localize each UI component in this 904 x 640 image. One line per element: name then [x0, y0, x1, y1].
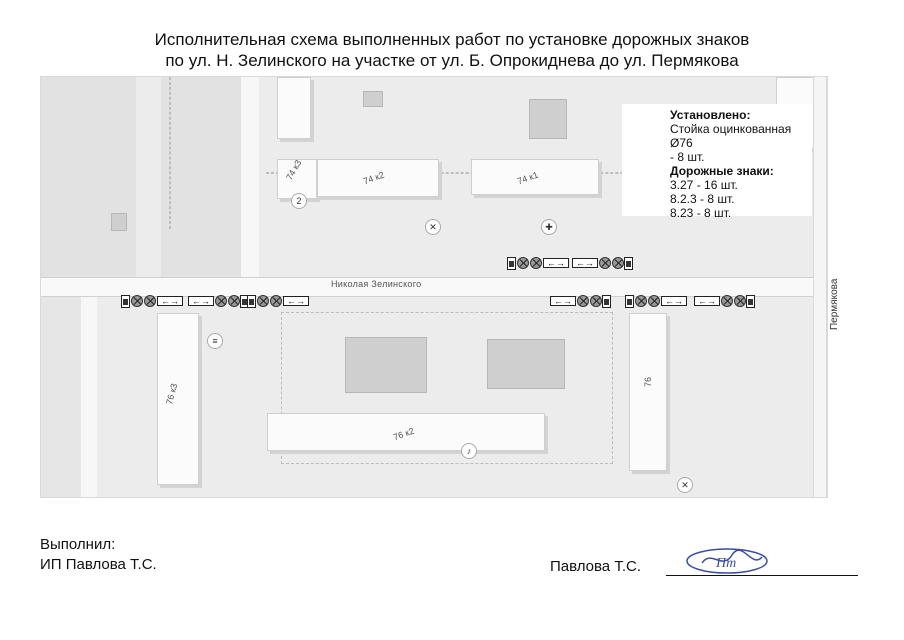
poi-icon: ≡	[207, 333, 223, 349]
road-sign-group	[693, 294, 755, 308]
map-block	[41, 77, 136, 277]
map-block	[41, 295, 81, 497]
sign-3-27-icon	[648, 295, 660, 307]
poi-icon: ✕	[425, 219, 441, 235]
sign-3-27-icon	[131, 295, 143, 307]
sign-8-2-3-icon: ←→	[543, 258, 569, 268]
sign-8-2-3-icon: ←→	[188, 296, 214, 306]
building	[111, 213, 127, 231]
page-title-line2: по ул. Н. Зелинского на участке от ул. Б. Опрокиднева до ул. Пермякова	[165, 51, 739, 70]
sign-8-23-icon	[602, 295, 611, 308]
sign-3-27-icon	[530, 257, 542, 269]
sign-8-23-icon	[625, 295, 634, 308]
building	[487, 339, 565, 389]
signature-icon	[682, 541, 772, 577]
poi-icon: 2	[291, 193, 307, 209]
sign-8-2-3-icon: ←→	[550, 296, 576, 306]
performer-name: ИП Павлова Т.С.	[40, 556, 157, 573]
road-sign-group	[625, 294, 687, 308]
building-label: 74 к3	[284, 158, 304, 182]
sign-8-23-icon	[624, 257, 633, 270]
performed-label: Выполнил:	[40, 536, 116, 553]
sign-8-2-3-icon: ←→	[694, 296, 720, 306]
sign-3-27-icon	[635, 295, 647, 307]
poi-icon: ♪	[461, 443, 477, 459]
building	[529, 99, 567, 139]
sign-3-27-icon	[577, 295, 589, 307]
signatory-name: Павлова Т.С.	[550, 558, 641, 575]
street-label-zelinskogo: Николая Зелинского	[331, 279, 422, 289]
legend-installed-heading: Установлено:	[670, 108, 751, 122]
street-label-permyakova: Пермякова	[829, 278, 840, 330]
map-road	[241, 77, 259, 277]
legend-item: 8.2.3 - 8 шт.	[670, 192, 735, 206]
legend-signs-heading: Дорожные знаки:	[670, 164, 774, 178]
poi-icon: ✚	[541, 219, 557, 235]
sign-3-27-icon	[257, 295, 269, 307]
building	[363, 91, 383, 107]
building-label: 74 к2	[361, 169, 386, 187]
map-road	[81, 295, 97, 497]
sign-8-23-icon	[121, 295, 130, 308]
signature-initials: Пт	[716, 556, 737, 571]
road-sign-group	[507, 256, 569, 270]
building-76k3	[157, 313, 199, 485]
road-sign-group	[247, 294, 309, 308]
legend-post-line2: - 8 шт.	[670, 150, 705, 164]
road-sign-group	[187, 294, 249, 308]
page-title-line1: Исполнительная схема выполненных работ по установке дорожных знаков	[154, 30, 750, 49]
sign-8-23-icon	[507, 257, 516, 270]
sign-8-2-3-icon: ←→	[157, 296, 183, 306]
sign-3-27-icon	[215, 295, 227, 307]
sign-3-27-icon	[612, 257, 624, 269]
legend-item: 8.23 - 8 шт.	[670, 206, 732, 220]
sign-8-2-3-icon: ←→	[283, 296, 309, 306]
sign-8-2-3-icon: ←→	[572, 258, 598, 268]
road-sign-group	[121, 294, 183, 308]
sign-3-27-icon	[144, 295, 156, 307]
sign-8-23-icon	[247, 295, 256, 308]
map-block	[161, 77, 241, 277]
building-label: 76 к3	[164, 382, 180, 406]
building-label: 74 к1	[515, 169, 540, 187]
building	[277, 77, 311, 139]
sign-3-27-icon	[228, 295, 240, 307]
map-path	[169, 77, 171, 229]
sign-3-27-icon	[599, 257, 611, 269]
legend-post-line1: Стойка оцинкованная Ø76	[670, 122, 792, 150]
legend	[622, 104, 812, 220]
sign-3-27-icon	[517, 257, 529, 269]
building-label: 76 к2	[391, 425, 416, 443]
sign-8-2-3-icon: ←→	[661, 296, 687, 306]
sign-8-23-icon	[746, 295, 755, 308]
sign-3-27-icon	[734, 295, 746, 307]
sign-3-27-icon	[721, 295, 733, 307]
sign-3-27-icon	[270, 295, 282, 307]
street-permyakova	[813, 77, 827, 497]
poi-icon: ✕	[677, 477, 693, 493]
road-sign-group	[571, 256, 633, 270]
sign-3-27-icon	[590, 295, 602, 307]
building-label: 76	[643, 376, 654, 388]
building-76	[629, 313, 667, 471]
road-sign-group	[549, 294, 611, 308]
building	[345, 337, 427, 393]
legend-item: 3.27 - 16 шт.	[670, 178, 738, 192]
